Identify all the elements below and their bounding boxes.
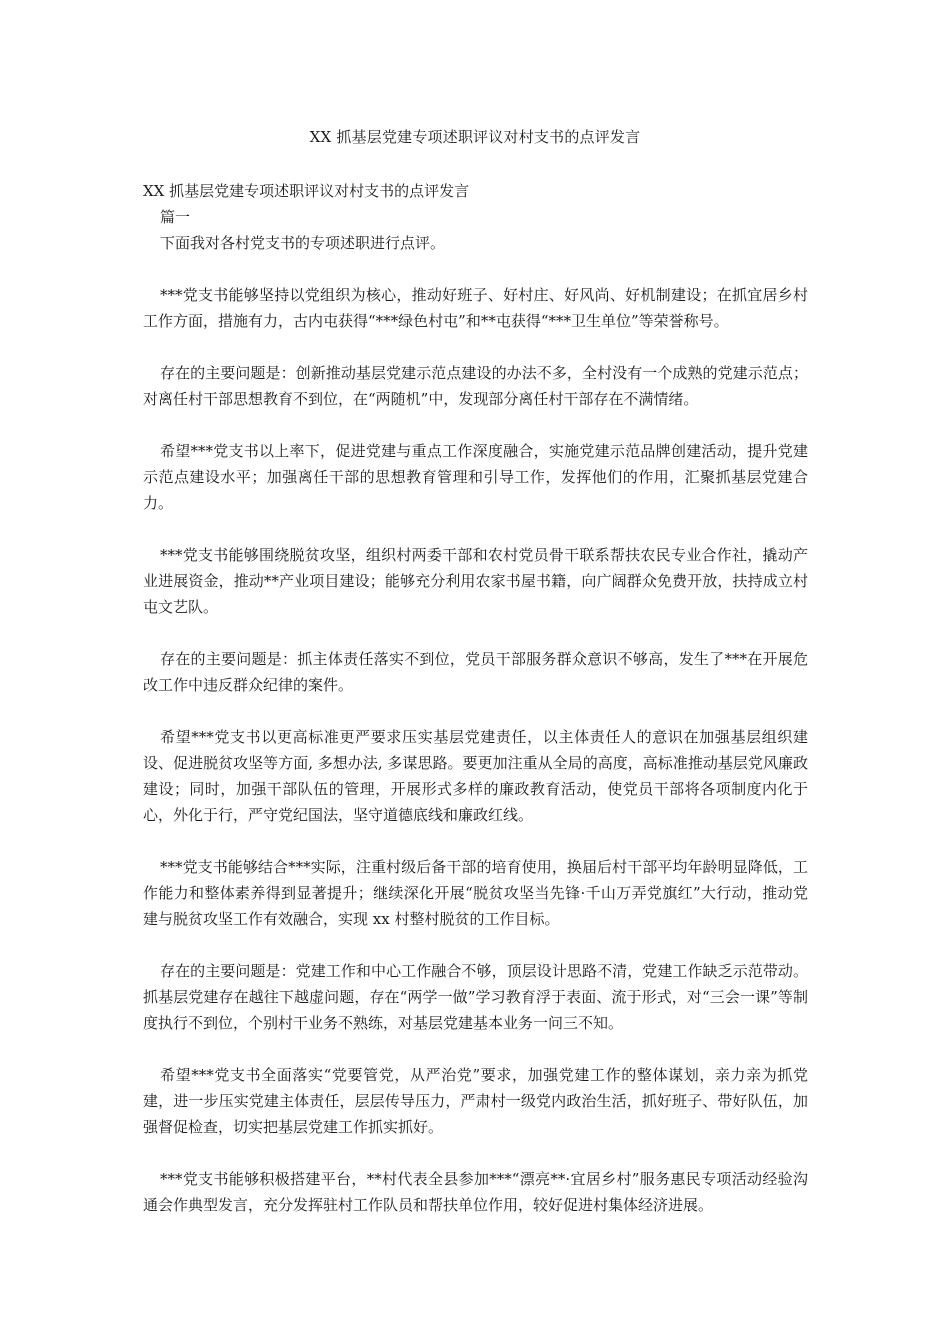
document-title: XX 抓基层党建专项述职评议对村支书的点评发言 bbox=[309, 128, 641, 146]
paragraph: 存在的主要问题是：党建工作和中心工作融合不够，顶层设计思路不清，党建工作缺乏示范带动。抓基层党建存在越往下越虚问题，存在“两学一做”学习教育浮于表面、流于形式，对“三会一课”等制度执行不到位，个别村干业务不熟练，对基层党建基本业务一问三不知。 bbox=[143, 962, 808, 1032]
paragraph: ***党支书能够围绕脱贫攻坚，组织村两委干部和农村党员骨干联系帮扶农民专业合作社，撬动产业进展资金，推动**产业项目建设；能够充分利用农家书屋书籍，向广阔群众免费开放，扶持成立村屯文艺队。 bbox=[143, 546, 808, 616]
paragraph: ***党支书能够坚持以党组织为核心，推动好班子、好村庄、好风尚、好机制建设；在抓宜居乡村工作方面，措施有力，古内屯获得“***绿色村屯”和**屯获得“***卫生单位”等荣誉称号。 bbox=[143, 286, 808, 330]
paragraph: 存在的主要问题是：创新推动基层党建示范点建设的办法不多，全村没有一个成熟的党建示范点；对离任村干部思想教育不到位，在“两随机”中，发现部分离任村干部存在不满情绪。 bbox=[143, 364, 808, 408]
document-body bbox=[143, 178, 808, 1218]
paragraph: 存在的主要问题是：抓主体责任落实不到位，党员干部服务群众意识不够高，发生了***在开展危改工作中违反群众纪律的案件。 bbox=[143, 650, 808, 694]
section-label: 篇一 bbox=[160, 208, 191, 226]
paragraph: 希望***党支书以更高标准更严要求压实基层党建责任，以主体责任人的意识在加强基层组织建设、促进脱贫攻坚等方面, 多想办法, 多谋思路。要更加注重从全局的高度，高标准推动基层党风廉政建设；同时，加强干部队伍的管理，开展形式多样的廉政教育活动，使党员干部将各项制度内化于心，外化于行，严守党纪国法，坚守道德底线和廉政红线。 bbox=[143, 728, 808, 824]
paragraph: 希望***党支书全面落实“党要管党，从严治党”要求，加强党建工作的整体谋划，亲力亲为抓党建，进一步压实党建主体责任，层层传导压力，严肃村一级党内政治生活，抓好班子、带好队伍，加强督促检查，切实把基层党建工作抓实抓好。 bbox=[143, 1066, 808, 1136]
document-subtitle: XX 抓基层党建专项述职评议对村支书的点评发言 bbox=[143, 182, 470, 200]
paragraph: 希望***党支书以上率下，促进党建与重点工作深度融合，实施党建示范品牌创建活动，提升党建示范点建设水平；加强离任干部的思想教育管理和引导工作，发挥他们的作用，汇聚抓基层党建合力。 bbox=[143, 442, 808, 512]
intro-paragraph: 下面我对各村党支书的专项述职进行点评。 bbox=[160, 234, 446, 252]
paragraph: ***党支书能够积极搭建平台，**村代表全县参加***“漂亮**·宜居乡村”服务惠民专项活动经验沟通会作典型发言，充分发挥驻村工作队员和帮扶单位作用，较好促进村集体经济进展。 bbox=[143, 1170, 808, 1214]
paragraph: ***党支书能够结合***实际，注重村级后备干部的培育使用，换届后村干部平均年龄明显降低，工作能力和整体素养得到显著提升；继续深化开展“脱贫攻坚当先锋·千山万弄党旗红”大行动，推动党建与脱贫攻坚工作有效融合，实现 xx 村整村脱贫的工作目标。 bbox=[143, 858, 808, 928]
